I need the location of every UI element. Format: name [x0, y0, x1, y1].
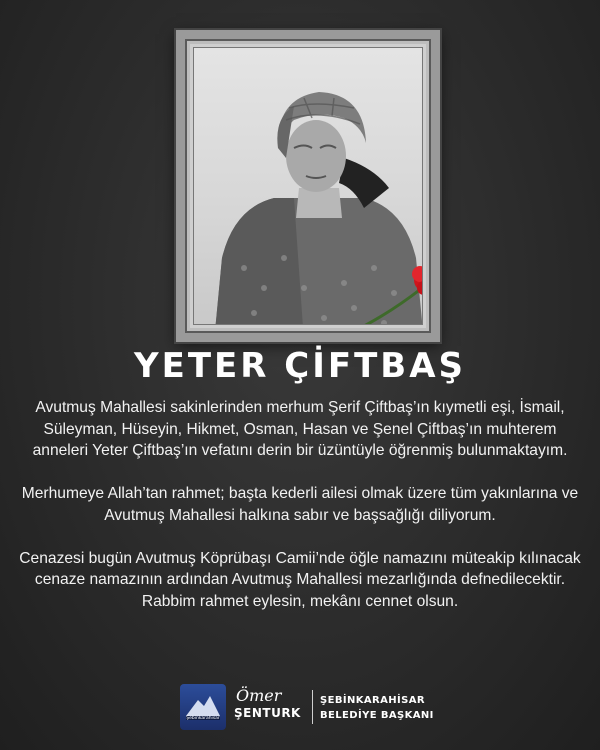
logo-text: Şebinkarahisar [186, 716, 220, 721]
signature-last-name: ŞENTURK [234, 706, 301, 720]
footer-divider [312, 690, 313, 724]
condolence-message [14, 397, 586, 612]
message-paragraph-1: Avutmuş Mahallesi sakinlerinden merhum Şerif Çiftbaş’ın kıymetli eşi, İsmail, Süleyman, Hüseyin, Hikmet, Osman, Hasan ve Şenel Çiftbaş’ın muhterem anneleri Yeter Çiftbaş’ın vefatını derin bir üzüntüyle öğrenmiş bulunmaktayım. [32, 399, 568, 459]
message-paragraph-2: Merhumeye Allah’tan rahmet; başta kederli ailesi olmak üzere tüm yakınlarına ve Avutmuş Mahallesi halkına sabır ve başsağlığı diliyorum. [21, 485, 579, 524]
mayor-title-line-1: ŞEBİNKARAHİSAR [320, 695, 426, 706]
portrait-photo [193, 47, 423, 325]
municipality-logo-icon [180, 684, 226, 730]
deceased-name: YETER ÇİFTBAŞ [133, 346, 467, 386]
message-paragraph-4: Rabbim rahmet eylesin, mekânı cennet olsun. [141, 592, 459, 610]
portrait-frame [176, 30, 440, 342]
message-paragraph-3: Cenazesi bugün Avutmuş Köprübaşı Camii’nde öğle namazını müteakip kılınacak cenaze namazının ardından Avutmuş Mahallesi mezarlığında defnedilecektir. [19, 549, 581, 588]
mayor-signature [234, 686, 314, 730]
signature-footer [176, 684, 436, 732]
portrait-illustration [194, 48, 423, 325]
signature-first-name: Ömer [236, 686, 282, 705]
mayor-title-line-2: BELEDİYE BAŞKANI [320, 710, 434, 721]
